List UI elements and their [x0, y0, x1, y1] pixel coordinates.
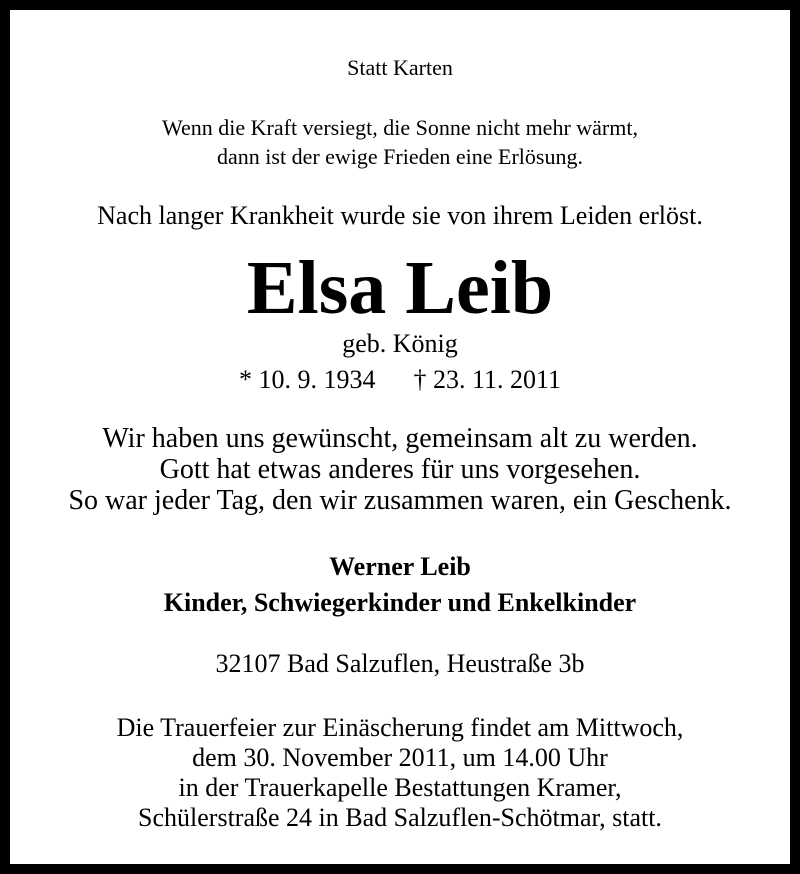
obituary-notice	[10, 10, 790, 864]
service-line: Schülerstraße 24 in Bad Salzuflen-Schötmar, statt.	[138, 803, 662, 832]
message-line: Wir haben uns gewünscht, gemeinsam alt zu werden.	[102, 423, 698, 454]
poem-line: Wenn die Kraft versiegt, die Sonne nicht mehr wärmt,	[162, 115, 638, 140]
message-line: So war jeder Tag, den wir zusammen waren, ein Geschenk.	[68, 485, 732, 516]
header-text: Statt Karten	[347, 55, 453, 80]
mourner-line: Kinder, Schwiegerkinder und Enkelkinder	[163, 588, 637, 617]
birth-date: * 10. 9. 1934	[238, 365, 376, 394]
message-line: Gott hat etwas anderes für uns vorgesehen.	[159, 454, 641, 485]
death-date: † 23. 11. 2011	[413, 365, 562, 394]
address: 32107 Bad Salzuflen, Heustraße 3b	[215, 649, 585, 678]
poem-line: dann ist der ewige Frieden eine Erlösung.	[217, 144, 583, 169]
service-line: in der Trauerkapelle Bestattungen Kramer,	[178, 773, 622, 802]
service-line: dem 30. November 2011, um 14.00 Uhr	[192, 743, 608, 772]
deceased-name: Elsa Leib	[246, 246, 554, 330]
intro-text: Nach langer Krankheit wurde sie von ihrem Leiden erlöst.	[97, 201, 703, 230]
life-dates	[10, 367, 790, 393]
service-line: Die Trauerfeier zur Einäscherung findet am Mittwoch,	[116, 713, 684, 742]
mourner-line: Werner Leib	[329, 552, 471, 581]
birth-name: geb. König	[342, 329, 458, 358]
